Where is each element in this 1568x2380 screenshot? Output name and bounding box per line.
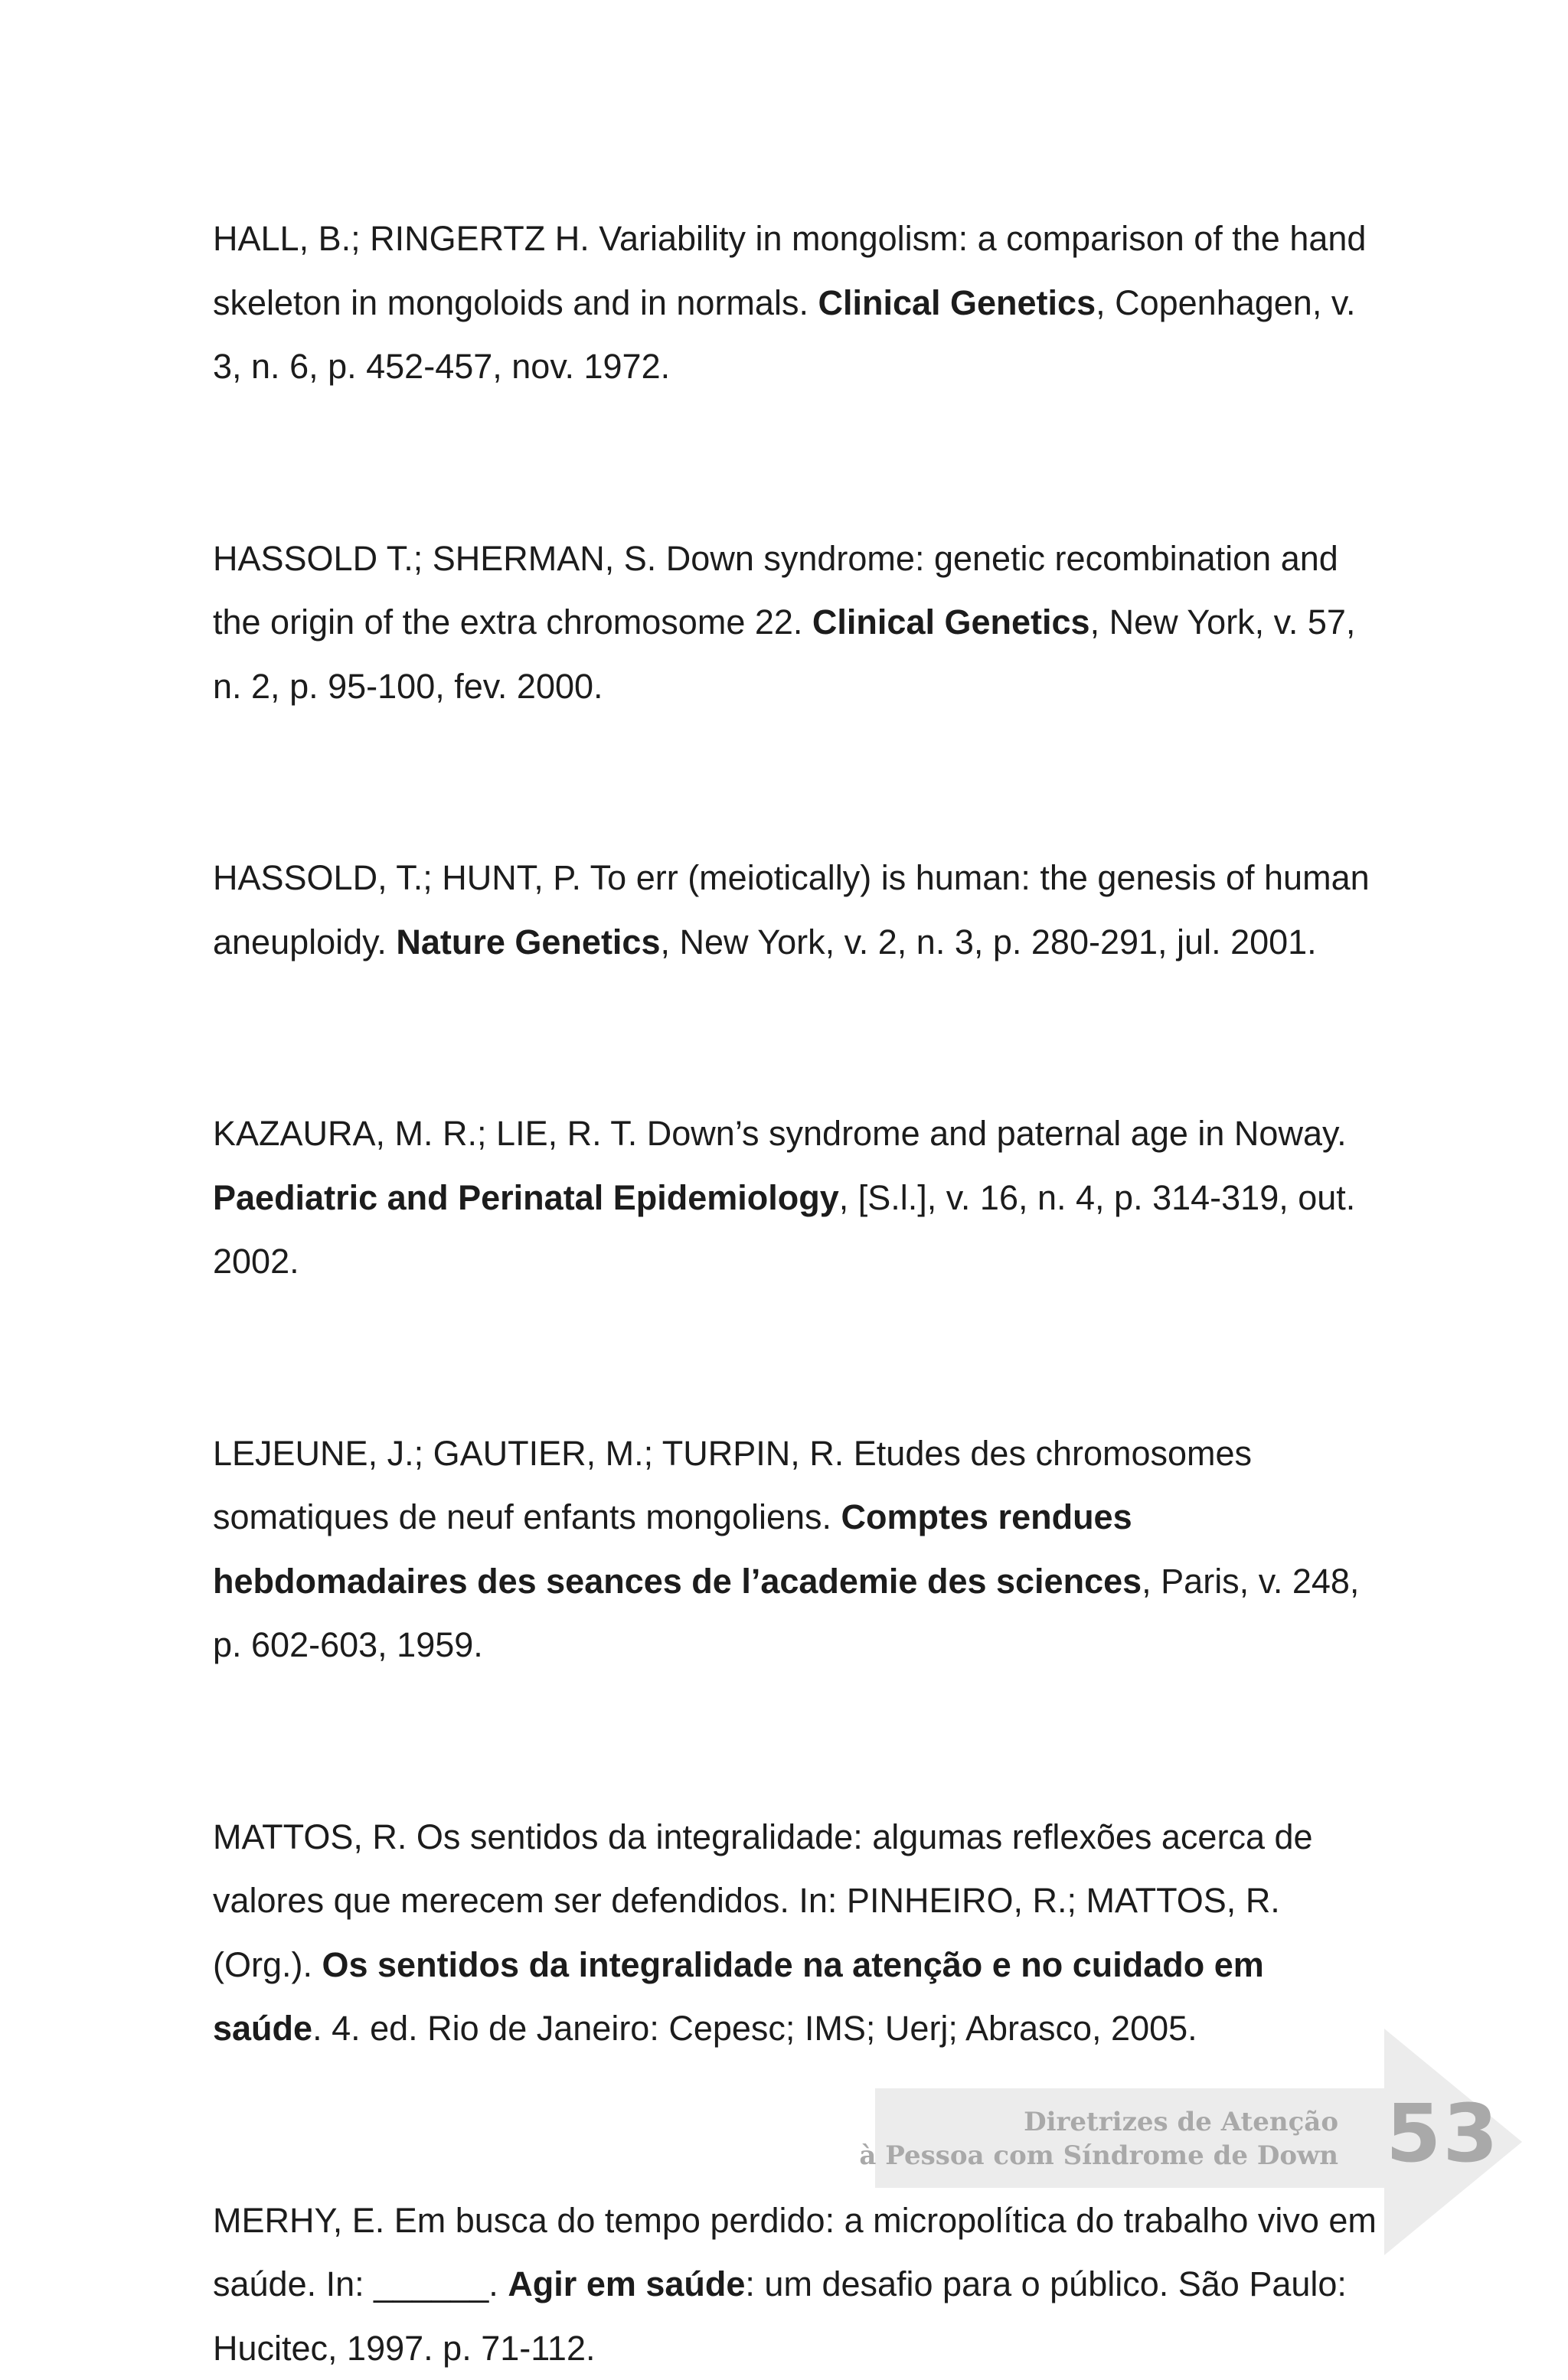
- reference-journal-title: Agir em saúde: [508, 2264, 745, 2303]
- reference-journal-title: Paediatric and Perinatal Epidemiology: [213, 1178, 839, 1217]
- reference-details: , New York, v. 57, n. 2, p. 95-100, fev. 2000.: [213, 602, 1355, 706]
- reference-journal-title: Os sentidos da integralidade na atenção e no cuidado em saúde: [213, 1945, 1264, 2049]
- reference-text: MATTOS, R. Os sentidos da integralidade: algumas reflexões acerca de valores que merecem ser defendidos. In: PINHEIRO, R.; MATTOS, R. (Org.).: [213, 1817, 1313, 1984]
- reference-details: , Copenhagen, v. 3, n. 6, p. 452-457, nov. 1972.: [213, 283, 1356, 387]
- reference-list: [213, 207, 1377, 2380]
- reference-entry: [213, 846, 1377, 974]
- reference-text: MERHY, E. Em busca do tempo perdido: a micropolítica do trabalho vivo em saúde. In: ______.: [213, 2201, 1377, 2304]
- reference-entry: [213, 527, 1377, 719]
- reference-journal-title: Clinical Genetics: [812, 602, 1090, 642]
- reference-details: . 4. ed. Rio de Janeiro: Cepesc; IMS; Uerj; Abrasco, 2005.: [312, 2009, 1197, 2048]
- reference-details: , [S.l.], v. 16, n. 4, p. 314-319, out. 2002.: [213, 1178, 1355, 1281]
- reference-text: HASSOLD, T.; HUNT, P. To err (meiotically) is human: the genesis of human aneuploidy.: [213, 858, 1370, 961]
- footer-publication-title: [859, 2105, 1338, 2173]
- footer-title-line-1: Diretrizes de Atenção: [859, 2105, 1338, 2139]
- reference-entry: [213, 1102, 1377, 1294]
- reference-text: HASSOLD T.; SHERMAN, S. Down syndrome: genetic recombination and the origin of the extra chromosome 22.: [213, 539, 1338, 642]
- reference-text: KAZAURA, M. R.; LIE, R. T. Down’s syndrome and paternal age in Noway.: [213, 1114, 1347, 1153]
- reference-details: , New York, v. 2, n. 3, p. 280-291, jul. 2001.: [660, 922, 1316, 961]
- reference-details: , Paris, v. 248, p. 602-603, 1959.: [213, 1562, 1359, 1665]
- reference-entry: [213, 207, 1377, 399]
- reference-entry: [213, 2189, 1377, 2380]
- reference-journal-title: Nature Genetics: [396, 922, 660, 961]
- page-number: 53: [1386, 2084, 1500, 2183]
- footer-title-line-2: à Pessoa com Síndrome de Down: [859, 2139, 1338, 2173]
- reference-journal-title: Comptes rendues hebdomadaires des seances de l’academie des sciences: [213, 1497, 1142, 1601]
- reference-text: HALL, B.; RINGERTZ H. Variability in mongolism: a comparison of the hand skeleton in mongoloids and in normals.: [213, 219, 1366, 322]
- reference-entry: [213, 1805, 1377, 2061]
- reference-journal-title: Clinical Genetics: [818, 283, 1096, 322]
- reference-details: : um desafio para o público. São Paulo: Hucitec, 1997. p. 71-112.: [213, 2264, 1347, 2368]
- reference-entry: [213, 1422, 1377, 1677]
- reference-text: LEJEUNE, J.; GAUTIER, M.; TURPIN, R. Etudes des chromosomes somatiques de neuf enfants mongoliens.: [213, 1434, 1252, 1537]
